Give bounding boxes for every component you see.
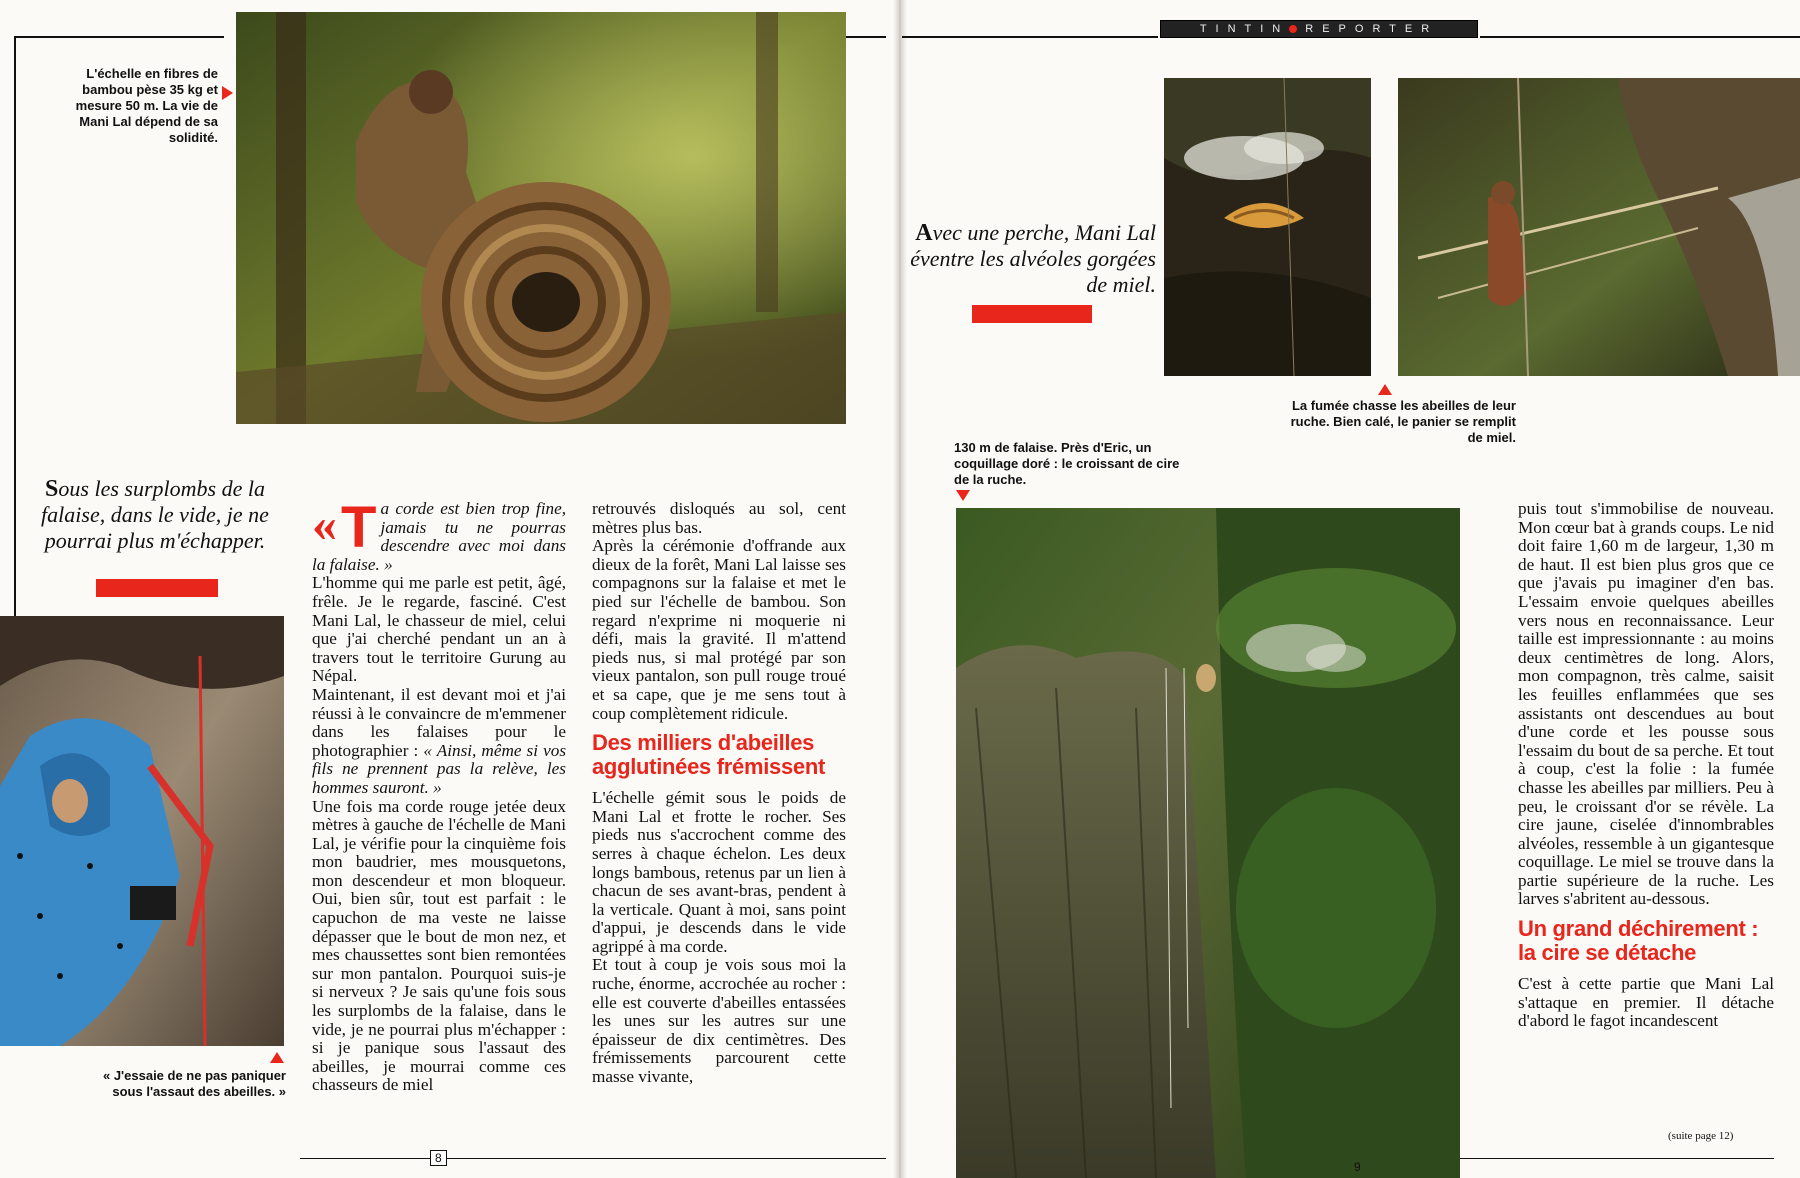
lead-italic: a corde est bien trop fine, jamais tu ne pourras descendre avec moi dans la falaise. » (312, 499, 566, 574)
photo-smoke-hive (1164, 78, 1371, 376)
caption-ladder: L'échelle en fibres de bambou pèse 35 kg et mesure 50 m. La vie de Mani Lal dépend de sa solidité. (75, 66, 218, 145)
col3-paragraph-2: C'est à cette partie que Mani Lal s'attaque en premier. Il détache d'abord le fagot incandescent (1518, 974, 1774, 1031)
top-rule-left-2 (846, 36, 886, 38)
subhead-abeilles: Des milliers d'abeilles agglutinées frémissent (592, 730, 826, 780)
top-rule-right (902, 36, 1158, 38)
continued-note: (suite page 12) (1668, 1130, 1734, 1142)
col3-paragraph-1: puis tout s'immobilise de nouveau. Mon cœur bat à grands coups. Le nid doit faire 1,60 m de largeur, 1,30 m de haut. Il est bien plus gros que ce que j'avais pu imaginer d'en bas. L'essaim envoie quelques abeilles vers nous en reconnaissance. Leur taille est impressionnante : au moins deux centimètres de long. Alors, mon compagnon, très calme, saisit les feuilles enflammées que ses assistants ont descendues au bout d'une corde et les pousse sous l'essaim du bout de sa perche. Et tout à coup, c'est la folie : la fumée chasse les abeilles par milliers. Peu à peu, le croissant d'or se révèle. La cire jaune, ciselée d'innombrables alvéoles, ressemble à un gigantesque coquillage. Le miel se trouve dans la partie supérieure de la ruche. Les larves s'abritent au-dessous. (1518, 499, 1774, 909)
caption-cliff: 130 m de falaise. Près d'Eric, un coquillage doré : le croissant de cire de la ruche. (954, 440, 1180, 487)
article-column-3 (1518, 500, 1774, 1031)
gutter-fold (893, 0, 907, 1178)
header-right-label: REPORTER (1305, 23, 1439, 35)
caption-smoke: La fumée chasse les abeilles de leur ruche. Bien calé, le panier se remplit de miel. (1290, 398, 1516, 445)
subhead-dechirement: Un grand déchirement : la cire se détache (1518, 916, 1759, 966)
folio-right: 9 (1354, 1160, 1361, 1174)
drop-cap: T (341, 495, 377, 560)
col2-paragraph-2: Après la cérémonie d'offrande aux dieux de la forêt, Mani Lal laisse ses compagnons sur la falaise et met le pied sur l'échelle de bambou. Son regard n'exprime ni moquerie ni défi, mais la gravité. Il m'attend pieds nus, si mal protégé par son vieux pantalon, son pull rouge troué et sa cape, que je me sens tout à coup complètement ridicule. (592, 536, 846, 723)
article-column-1 (312, 495, 567, 1095)
col1-paragraph-3: Une fois ma corde rouge jetée deux mètres à gauche de l'échelle de Mani Lal, je vérifie pour la cinquième fois mon baudrier, mes mousquetons, mon descendeur et mon bloqueur. Oui, bien sûr, tout est parfait : le capuchon de ma veste ne laisse dépasser que le bout de mon nez, et mes chaussettes sont bien remontées sur mon pantalon. Pourquoi suis-je si nerveux ? Je sais qu'une fois sous les surplombs de la falaise, dans le vide, je ne pourrai plus m'échapper : si je panique sous l'assaut des abeilles, je mourrai comme ces chasseurs de miel (312, 796, 566, 1095)
photo-pole-climber (1398, 78, 1800, 376)
folio-left: 8 (430, 1150, 447, 1166)
pull-quote-left-initial: S (45, 476, 59, 502)
left-margin-rule (14, 36, 16, 616)
photo-ladder-roll (236, 12, 846, 424)
photo-climber (0, 616, 284, 1046)
top-rule-left (14, 36, 224, 38)
header-dot-icon (1289, 25, 1297, 33)
caption-smoke-pointer-icon (1378, 384, 1392, 395)
pull-quote-right-text: vec une perche, Mani Lal éventre les alvéoles gorgées de miel. (910, 220, 1156, 297)
pull-quote-right-initial: A (915, 220, 933, 246)
pull-quote-right-bar (972, 305, 1092, 323)
pull-quote-left (20, 476, 290, 554)
photo-cliff (956, 508, 1460, 1178)
col1-paragraph-2a: Maintenant, il est devant moi et j'ai réussi à le convaincre de m'emmener dans les falaises pour le photographier : (312, 684, 566, 760)
pull-quote-left-text: ous les surplombs de la falaise, dans le vide, je ne pourrai plus m'échapper. (41, 476, 269, 553)
col2-paragraph-4: Et tout à coup je vois sous moi la ruche, énorme, accrochée au rocher : elle est couverte d'abeilles entassées les unes sur les autres sur une épaisseur de dix centimètres. Des frémissements parcourent cette masse vivante, (592, 955, 846, 1087)
col1-paragraph-1: L'homme qui me parle est petit, âgé, frêle. Je le regarde, fasciné. C'est Mani Lal, le chasseur de miel, celui que j'ai cherché pendant un an à travers tout le territoire Gurung au Népal. (312, 573, 566, 686)
magazine-header (1160, 20, 1478, 38)
header-left-label: TINTIN (1199, 23, 1290, 35)
open-quote-mark: « (312, 496, 337, 552)
bottom-rule-left (300, 1158, 886, 1159)
article-column-2 (592, 500, 846, 1087)
caption-pointer-up-icon (270, 1052, 284, 1063)
col2-paragraph-3: L'échelle gémit sous le poids de Mani Lal et frotte le rocher. Ses pieds nus s'accrochent comme des serres à chaque échelon. Les deux longs bambous, retenus par un lien à chacun de ses avant-bras, pendent à la verticale. Quant à moi, sans point d'appui, je descends dans le vide agrippé à ma corde. (592, 788, 846, 956)
bottom-rule-right (1460, 1158, 1774, 1159)
top-rule-right-2 (1480, 36, 1800, 38)
col2-paragraph-1: retrouvés disloqués au sol, cent mètres plus bas. (592, 499, 846, 537)
caption-panic: « J'essaie de ne pas paniquer sous l'assaut des abeilles. » (102, 1068, 286, 1099)
col1-paragraph-2b: « Ainsi, même si vos fils ne prennent pas la relève, les hommes sauront. » (312, 740, 567, 797)
caption-cliff-pointer-icon (956, 490, 970, 501)
caption-pointer-right-icon (222, 86, 233, 100)
pull-quote-right (906, 220, 1156, 298)
pull-quote-left-bar (96, 579, 218, 597)
